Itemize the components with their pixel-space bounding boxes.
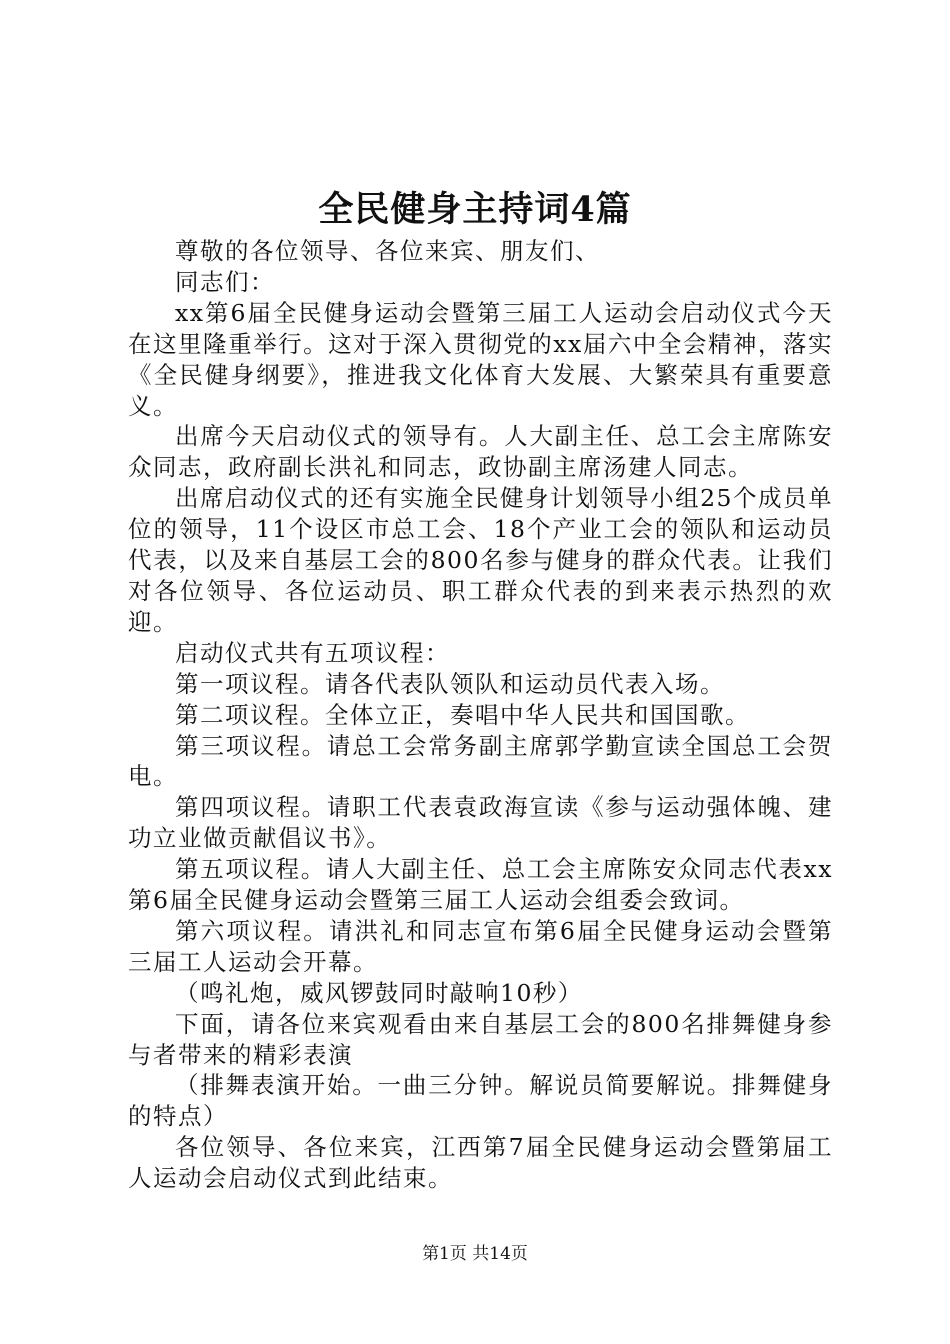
paragraph: xx第6届全民健身运动会暨第三届工人运动会启动仪式今天在这里隆重举行。这对于深入贯彻党的xx届六中全会精神，落实《全民健身纲要》，推进我文化体育大发展、大繁荣具有重要意义。: [128, 298, 833, 420]
paragraph: 第二项议程。全体立正，奏唱中华人民共和国国歌。: [175, 700, 750, 729]
paragraph: 启动仪式共有五项议程：: [175, 638, 450, 667]
paragraph: 出席启动仪式的还有实施全民健身计划领导小组25个成员单位的领导，11个设区市总工会、18个产业工会的领队和运动员代表，以及来自基层工会的800名参与健身的群众代表。让我们对各位领导、各位运动员、职工群众代表的到来表示热烈的欢迎。: [128, 484, 833, 636]
paragraph: 第四项议程。请职工代表袁政海宣读《参与运动强体魄、建功立业做贡献倡议书》。: [128, 793, 833, 853]
paragraph: 同志们：: [175, 267, 275, 296]
paragraph: 尊敬的各位领导、各位来宾、朋友们、: [175, 237, 600, 265]
page-footer: 第1页 共14页: [422, 1244, 528, 1264]
paragraph: 第三项议程。请总工会常务副主席郭学勤宣读全国总工会贺电。: [128, 731, 833, 791]
paragraph: 第一项议程。请各代表队领队和运动员代表入场。: [175, 669, 725, 698]
paragraph: 第五项议程。请人大副主任、总工会主席陈安众同志代表xx第6届全民健身运动会暨第三届工人运动会组委会致词。: [128, 855, 833, 915]
paragraph: 出席今天启动仪式的领导有。人大副主任、总工会主席陈安众同志，政府副长洪礼和同志，政协副主席汤建人同志。: [128, 422, 833, 482]
paragraph: 下面，请各位来宾观看由来自基层工会的800名排舞健身参与者带来的精彩表演: [128, 1009, 833, 1069]
paragraph: 各位领导、各位来宾，江西第7届全民健身运动会暨第届工人运动会启动仪式到此结束。: [128, 1133, 833, 1193]
paragraph: 第六项议程。请洪礼和同志宣布第6届全民健身运动会暨第三届工人运动会开幕。: [128, 916, 833, 976]
paragraph: （鸣礼炮，威风锣鼓同时敲响10秒）: [175, 978, 583, 1007]
document-body: [128, 236, 833, 1194]
paragraph: （排舞表演开始。一曲三分钟。解说员简要解说。排舞健身的特点）: [128, 1071, 833, 1131]
page-title: 全民健身主持词4篇: [318, 189, 632, 230]
